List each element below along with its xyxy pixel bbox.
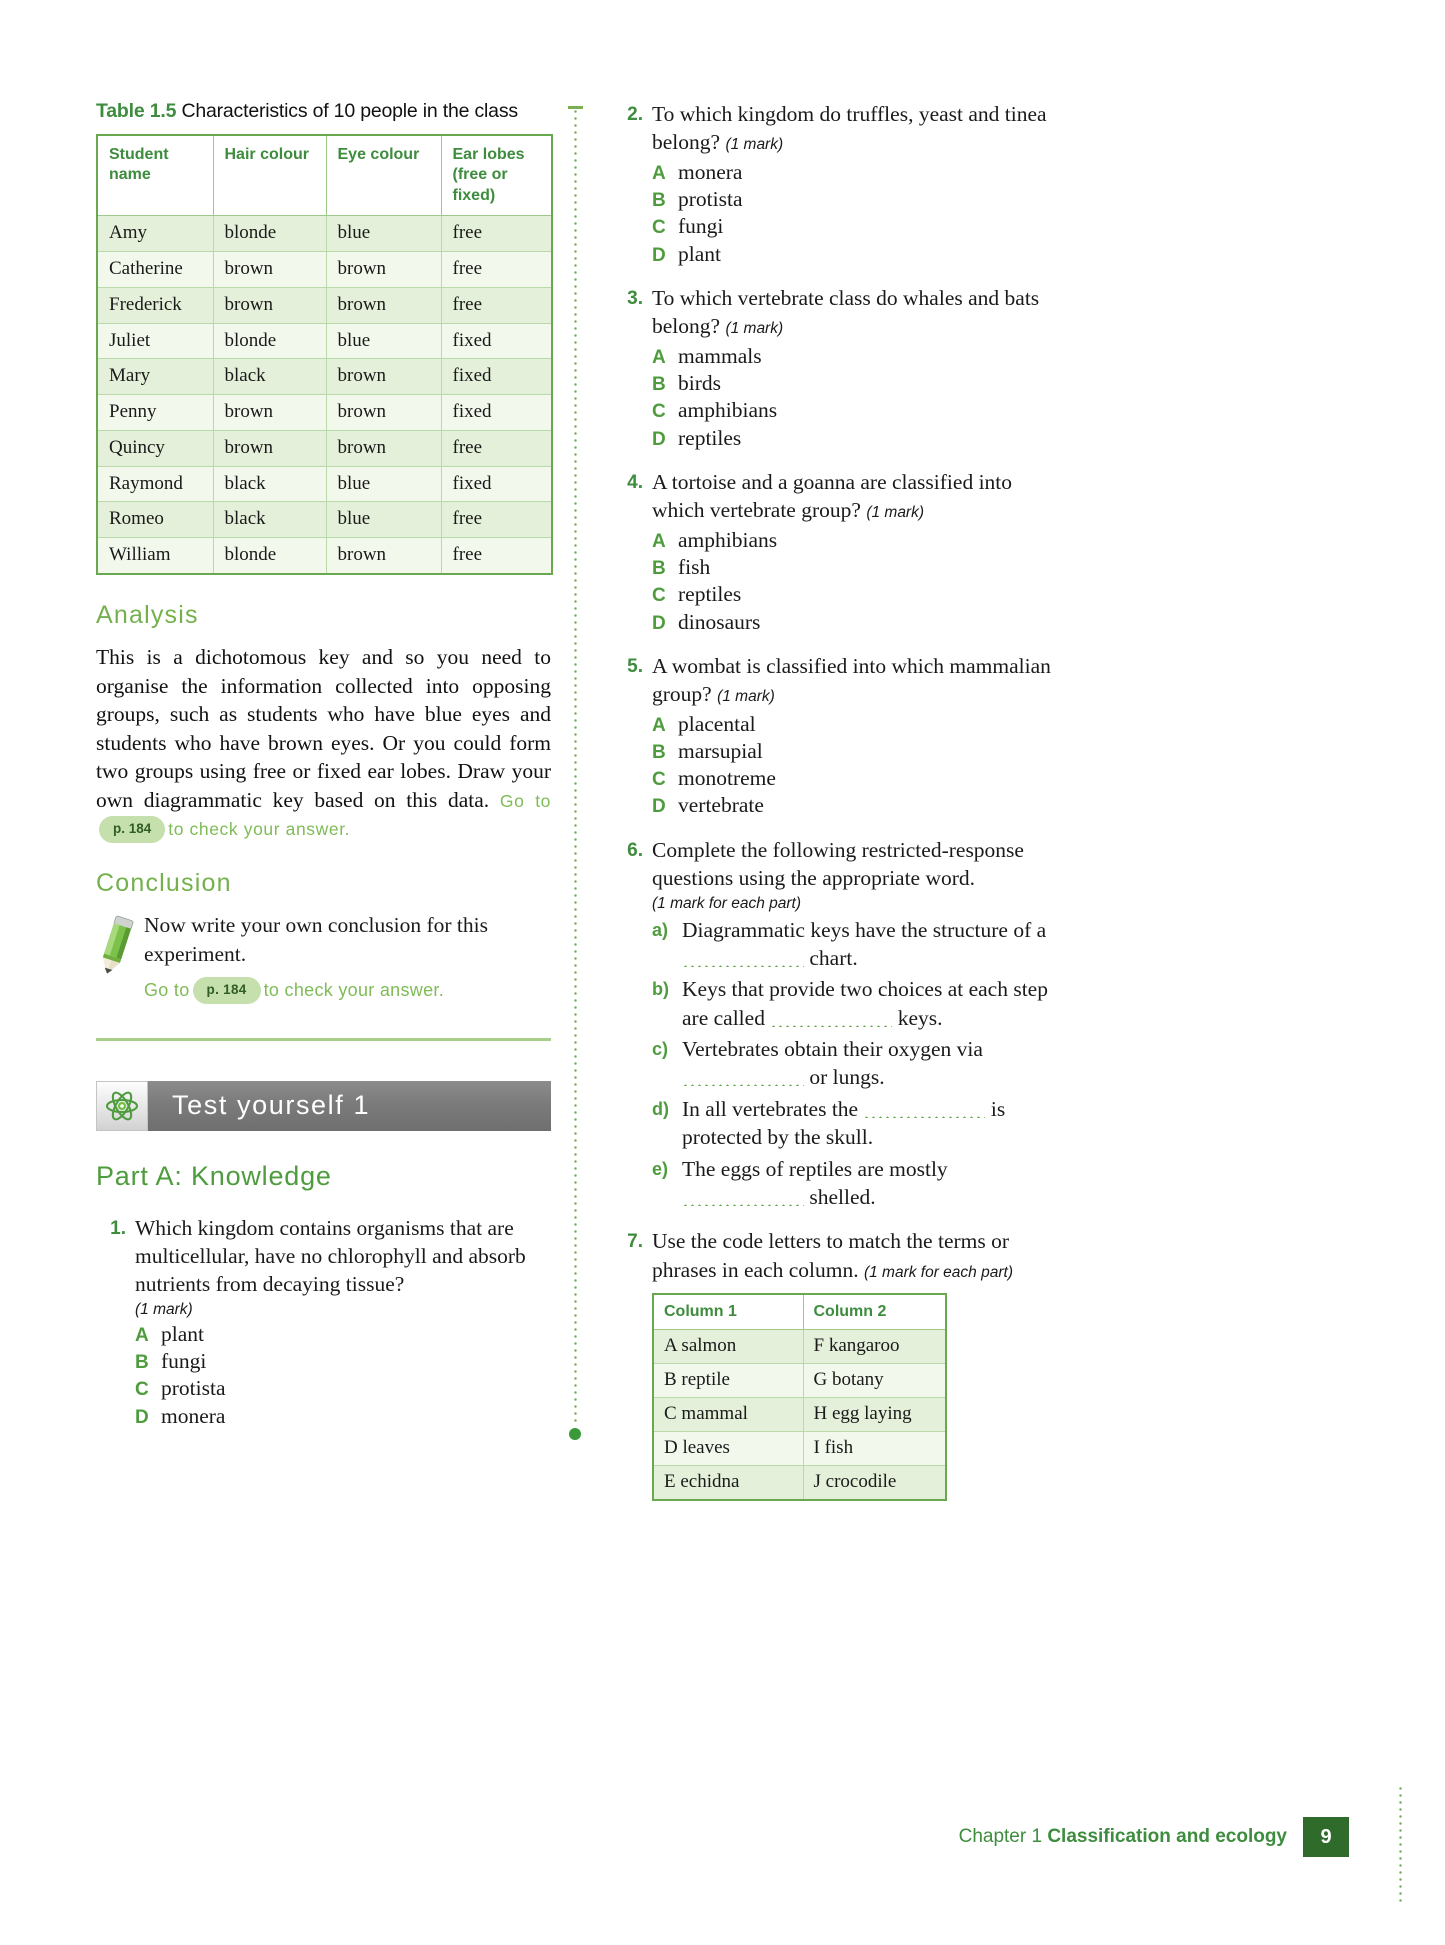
match-header-column-1: Column 1	[653, 1294, 803, 1330]
table-caption-text: Characteristics of 10 people in the class	[181, 100, 518, 122]
option-d[interactable]	[652, 241, 1053, 268]
option-text: fungi	[678, 214, 724, 239]
table-cell: free	[441, 216, 552, 252]
answer-blank[interactable]	[682, 1070, 804, 1086]
option-letter: D	[652, 612, 666, 634]
table-cell: Catherine	[97, 252, 213, 288]
match-header-column-2: Column 2	[803, 1294, 946, 1330]
option-letter: D	[652, 244, 666, 266]
analysis-page-badge[interactable]: p. 184	[99, 816, 165, 843]
table-cell: Penny	[97, 395, 213, 431]
question-body	[135, 1214, 551, 1430]
part-letter: d)	[652, 1098, 669, 1119]
option-b[interactable]	[652, 738, 1053, 765]
match-row	[653, 1398, 946, 1432]
table-cell: Quincy	[97, 430, 213, 466]
table-cell: brown	[326, 359, 441, 395]
option-text: protista	[161, 1376, 226, 1401]
option-letter: A	[652, 530, 666, 552]
option-letter: B	[135, 1351, 149, 1373]
question-number: 3.	[627, 287, 643, 309]
table-row	[97, 359, 552, 395]
part-text	[682, 916, 1053, 973]
option-c[interactable]	[652, 213, 1053, 240]
question-text-line	[652, 284, 1053, 341]
footer-dotted-rule	[1399, 1785, 1402, 1905]
question-number: 2.	[627, 104, 643, 125]
question-text-line	[652, 100, 1053, 157]
question-4	[613, 468, 1053, 636]
option-text: fungi	[161, 1348, 207, 1373]
question-6-parts	[652, 916, 1053, 1212]
option-letter: C	[652, 585, 666, 607]
question-mark: (1 mark)	[866, 504, 925, 522]
question-text: A wombat is classified into which mammalian group?	[652, 653, 1051, 707]
table-row	[97, 430, 552, 466]
table-cell: blue	[326, 502, 441, 538]
atom-icon	[96, 1081, 148, 1131]
question-text: Which kingdom contains organisms that are multicellular, have no chlorophyll and absorb nutrients from decaying tissue?	[135, 1215, 526, 1297]
option-letter: C	[652, 401, 666, 423]
part-text-before: Vertebrates obtain their oxygen via	[682, 1037, 983, 1061]
question-2	[613, 100, 1053, 268]
table-caption	[96, 100, 551, 123]
table-cell: Raymond	[97, 466, 213, 502]
section-divider-rule	[96, 1038, 551, 1041]
option-text: monera	[678, 159, 743, 184]
table-cell: brown	[326, 538, 441, 574]
match-table	[652, 1293, 947, 1501]
table-cell: blue	[326, 216, 441, 252]
question-mark: (1 mark)	[135, 1300, 193, 1318]
conclusion-block	[96, 911, 551, 1003]
part-text-before: Diagrammatic keys have the structure of a	[682, 917, 1047, 942]
question-6	[613, 836, 1053, 1212]
option-text: vertebrate	[678, 793, 764, 818]
table-cell: Romeo	[97, 502, 213, 538]
analysis-goto-suffix: to check your answer.	[168, 819, 351, 840]
right-column	[613, 100, 1053, 1517]
option-text: amphibians	[678, 527, 778, 552]
match-cell: C mammal	[653, 1398, 803, 1432]
question-7	[613, 1227, 1053, 1501]
analysis-heading: Analysis	[96, 600, 199, 629]
part-letter: b)	[652, 979, 669, 1000]
table-cell: blue	[326, 466, 441, 502]
match-row	[653, 1432, 946, 1466]
match-row	[653, 1330, 946, 1364]
option-b[interactable]	[652, 370, 1053, 397]
match-cell: H egg laying	[803, 1398, 946, 1432]
table-caption-label: Table 1.5	[96, 100, 177, 122]
option-letter: B	[652, 373, 666, 395]
option-text: birds	[678, 370, 721, 395]
part-text-after: shelled.	[804, 1184, 876, 1209]
match-row	[653, 1364, 946, 1398]
option-letter: B	[652, 190, 666, 212]
part-letter: a)	[652, 919, 669, 940]
match-cell: F kangaroo	[803, 1330, 946, 1364]
question-6-text: Complete the following restricted-response questions using the appropriate word.	[652, 837, 1024, 891]
conclusion-goto-prefix: Go to	[144, 979, 190, 1000]
table-cell: fixed	[441, 395, 552, 431]
option-d[interactable]	[652, 425, 1053, 452]
match-cell: D leaves	[653, 1432, 803, 1466]
option-letter: C	[135, 1379, 149, 1401]
left-column	[96, 100, 551, 1446]
option-a[interactable]	[652, 159, 1053, 186]
table-cell: fixed	[441, 359, 552, 395]
question-6-part-a	[652, 916, 1053, 973]
question-body	[652, 100, 1053, 268]
option-letter: D	[135, 1406, 149, 1428]
table-cell: blonde	[213, 323, 326, 359]
match-cell: A salmon	[653, 1330, 803, 1364]
table-cell: brown	[326, 430, 441, 466]
page-footer	[959, 1817, 1349, 1857]
question-options	[652, 527, 1053, 636]
conclusion-goto-suffix: to check your answer.	[263, 979, 444, 1000]
option-text: monera	[161, 1403, 226, 1428]
table-row	[97, 502, 552, 538]
question-text: To which kingdom do truffles, yeast and tinea belong?	[652, 102, 1047, 155]
option-text: dinosaurs	[678, 609, 761, 634]
question-7-number: 7.	[627, 1231, 643, 1253]
question-text-line	[652, 468, 1053, 525]
option-a[interactable]	[135, 1321, 551, 1348]
option-letter: A	[135, 1324, 149, 1346]
question-5	[613, 652, 1053, 820]
table-cell: brown	[326, 252, 441, 288]
option-text: amphibians	[678, 398, 778, 423]
conclusion-heading: Conclusion	[96, 869, 232, 898]
option-letter: D	[652, 796, 666, 818]
option-b[interactable]	[652, 554, 1053, 581]
option-letter: B	[652, 741, 666, 763]
conclusion-content	[144, 911, 551, 1003]
table-cell: brown	[213, 395, 326, 431]
option-text: fish	[678, 554, 711, 579]
option-a[interactable]	[652, 343, 1053, 370]
table-cell: free	[441, 430, 552, 466]
option-letter: B	[652, 557, 666, 579]
table-cell: fixed	[441, 466, 552, 502]
table-cell: brown	[326, 287, 441, 323]
table-cell: free	[441, 252, 552, 288]
part-text-after: is protected by the skull.	[682, 1096, 1006, 1150]
question-body	[652, 468, 1053, 636]
footer-chapter-title: Classification and ecology	[1047, 1826, 1287, 1847]
question-6-part-d	[652, 1095, 1053, 1152]
option-letter: D	[652, 428, 666, 450]
table-cell: black	[213, 466, 326, 502]
table-row	[97, 395, 552, 431]
banner-title-bar	[148, 1081, 551, 1131]
part-text	[682, 975, 1053, 1032]
question-7-prompt: Use the code letters to match the terms or phrases in each column.	[652, 1229, 1010, 1282]
option-text: protista	[678, 187, 743, 212]
option-text: placental	[678, 711, 756, 736]
option-text: monotreme	[678, 766, 776, 791]
question-6-part-b	[652, 975, 1053, 1032]
column-divider	[574, 108, 577, 1423]
table-cell: blonde	[213, 538, 326, 574]
question-number: 5.	[627, 655, 643, 677]
analysis-paragraph: This is a dichotomous key and so you need to organise the information collected into opposing groups, such as students who have blue eyes and students who have brown eyes. Or you could form two groups using free or fixed ear lobes. Draw your own diagrammatic key based on this data.	[96, 644, 551, 812]
question-6-part-e	[652, 1155, 1053, 1212]
option-a[interactable]	[652, 711, 1053, 738]
question-options	[652, 343, 1053, 452]
option-c[interactable]	[652, 581, 1053, 608]
match-table-body	[653, 1330, 946, 1501]
analysis-goto-prefix: Go to	[499, 790, 552, 811]
table-row	[97, 252, 552, 288]
column-header-eye-colour: Eye colour	[326, 135, 441, 216]
part-text-before: In all vertebrates the	[682, 1096, 864, 1121]
option-letter: C	[652, 217, 666, 239]
conclusion-page-badge[interactable]: p. 184	[193, 977, 261, 1004]
option-letter: C	[652, 769, 666, 791]
question-7-text	[652, 1227, 1053, 1284]
question-text-line	[135, 1214, 551, 1299]
footer-chapter	[959, 1826, 1303, 1848]
question-1	[96, 1214, 551, 1430]
table-cell: blue	[326, 323, 441, 359]
option-d[interactable]	[652, 792, 1053, 819]
option-text: plant	[678, 241, 721, 266]
question-1-container	[96, 1214, 551, 1430]
answer-blank[interactable]	[682, 951, 804, 967]
question-options	[652, 711, 1053, 820]
question-body	[652, 652, 1053, 820]
match-header-row	[653, 1294, 946, 1330]
table-row	[97, 287, 552, 323]
match-row	[653, 1466, 946, 1501]
match-cell: I fish	[803, 1432, 946, 1466]
option-b[interactable]	[652, 186, 1053, 213]
table-cell: brown	[326, 395, 441, 431]
option-text: reptiles	[678, 425, 742, 450]
part-letter: e)	[652, 1158, 669, 1179]
option-c[interactable]	[652, 765, 1053, 792]
option-text: reptiles	[678, 582, 742, 607]
table-row	[97, 323, 552, 359]
table-header-row	[97, 135, 552, 216]
option-letter: A	[652, 346, 666, 368]
part-text-after: or lungs.	[804, 1065, 885, 1090]
table-cell: William	[97, 538, 213, 574]
table-row	[97, 538, 552, 574]
part-letter: c)	[652, 1039, 669, 1059]
column-header-ear-lobes: Ear lobes (free or fixed)	[441, 135, 552, 216]
part-a-heading: Part A: Knowledge	[96, 1160, 332, 1191]
option-text: plant	[161, 1321, 204, 1346]
question-3	[613, 284, 1053, 452]
question-number: 1.	[110, 1217, 126, 1239]
analysis-text	[96, 643, 551, 844]
table-row	[97, 216, 552, 252]
column-header-student-name: Student name	[97, 135, 213, 216]
answer-blank[interactable]	[770, 1011, 892, 1027]
table-cell: brown	[213, 430, 326, 466]
option-c[interactable]	[652, 397, 1053, 424]
table-cell: brown	[213, 287, 326, 323]
option-d[interactable]	[652, 609, 1053, 636]
table-cell: brown	[213, 252, 326, 288]
part-text	[682, 1095, 1053, 1152]
option-letter: A	[652, 714, 666, 736]
part-text	[682, 1155, 1053, 1212]
option-c[interactable]	[135, 1375, 551, 1402]
footer-chapter-label: Chapter 1	[958, 1826, 1043, 1847]
question-6-part-c	[652, 1035, 1053, 1092]
answer-blank[interactable]	[863, 1102, 985, 1118]
question-mark: (1 mark)	[725, 136, 784, 154]
table-cell: Mary	[97, 359, 213, 395]
table-row	[97, 466, 552, 502]
table-cell: black	[213, 359, 326, 395]
question-6-body	[652, 836, 1053, 1212]
part-text-after: keys.	[892, 1005, 943, 1030]
table-body	[97, 216, 552, 574]
table-cell: fixed	[441, 323, 552, 359]
part-text-before: The eggs of reptiles are mostly	[682, 1156, 948, 1181]
option-text: mammals	[678, 343, 762, 368]
column-divider-dot	[569, 1428, 581, 1440]
match-cell: E echidna	[653, 1466, 803, 1501]
option-b[interactable]	[135, 1348, 551, 1375]
conclusion-goto	[144, 977, 551, 1004]
question-text: To which vertebrate class do whales and bats belong?	[652, 285, 1040, 339]
column-header-hair-colour: Hair colour	[213, 135, 326, 216]
question-7-body	[652, 1227, 1053, 1501]
question-options	[652, 159, 1053, 268]
conclusion-text: Now write your own conclusion for this experiment.	[144, 913, 488, 967]
page-number-badge: 9	[1303, 1817, 1349, 1857]
question-text-line	[652, 652, 1053, 709]
question-7-mark: (1 mark for each part)	[863, 1263, 1013, 1281]
option-letter: A	[652, 162, 666, 184]
part-text-before: Keys that provide two choices at each step are called	[682, 977, 1048, 1030]
test-yourself-banner	[96, 1081, 551, 1131]
match-cell: J crocodile	[803, 1466, 946, 1501]
question-6-number: 6.	[627, 839, 643, 861]
option-a[interactable]	[652, 527, 1053, 554]
table-cell: free	[441, 538, 552, 574]
question-mark: (1 mark)	[725, 320, 784, 338]
characteristics-table	[96, 134, 553, 575]
questions-2-to-5-container	[613, 100, 1053, 820]
answer-blank[interactable]	[682, 1190, 804, 1206]
banner-title: Test yourself 1	[172, 1090, 371, 1121]
match-cell: B reptile	[653, 1364, 803, 1398]
option-d[interactable]	[135, 1403, 551, 1430]
question-6-mark: (1 mark for each part)	[652, 894, 802, 912]
question-options	[135, 1321, 551, 1430]
question-body	[652, 284, 1053, 452]
table-cell: black	[213, 502, 326, 538]
pencil-icon	[96, 911, 136, 982]
question-number: 4.	[627, 471, 643, 493]
question-text: A tortoise and a goanna are classified into which vertebrate group?	[652, 469, 1013, 523]
table-cell: Juliet	[97, 323, 213, 359]
part-text-after: chart.	[804, 945, 858, 970]
table-cell: Amy	[97, 216, 213, 252]
table-cell: free	[441, 502, 552, 538]
option-text: marsupial	[678, 738, 763, 763]
match-cell: G botany	[803, 1364, 946, 1398]
table-cell: Frederick	[97, 287, 213, 323]
question-mark: (1 mark)	[717, 688, 775, 706]
table-cell: blonde	[213, 216, 326, 252]
part-text	[682, 1035, 1053, 1092]
table-cell: free	[441, 287, 552, 323]
